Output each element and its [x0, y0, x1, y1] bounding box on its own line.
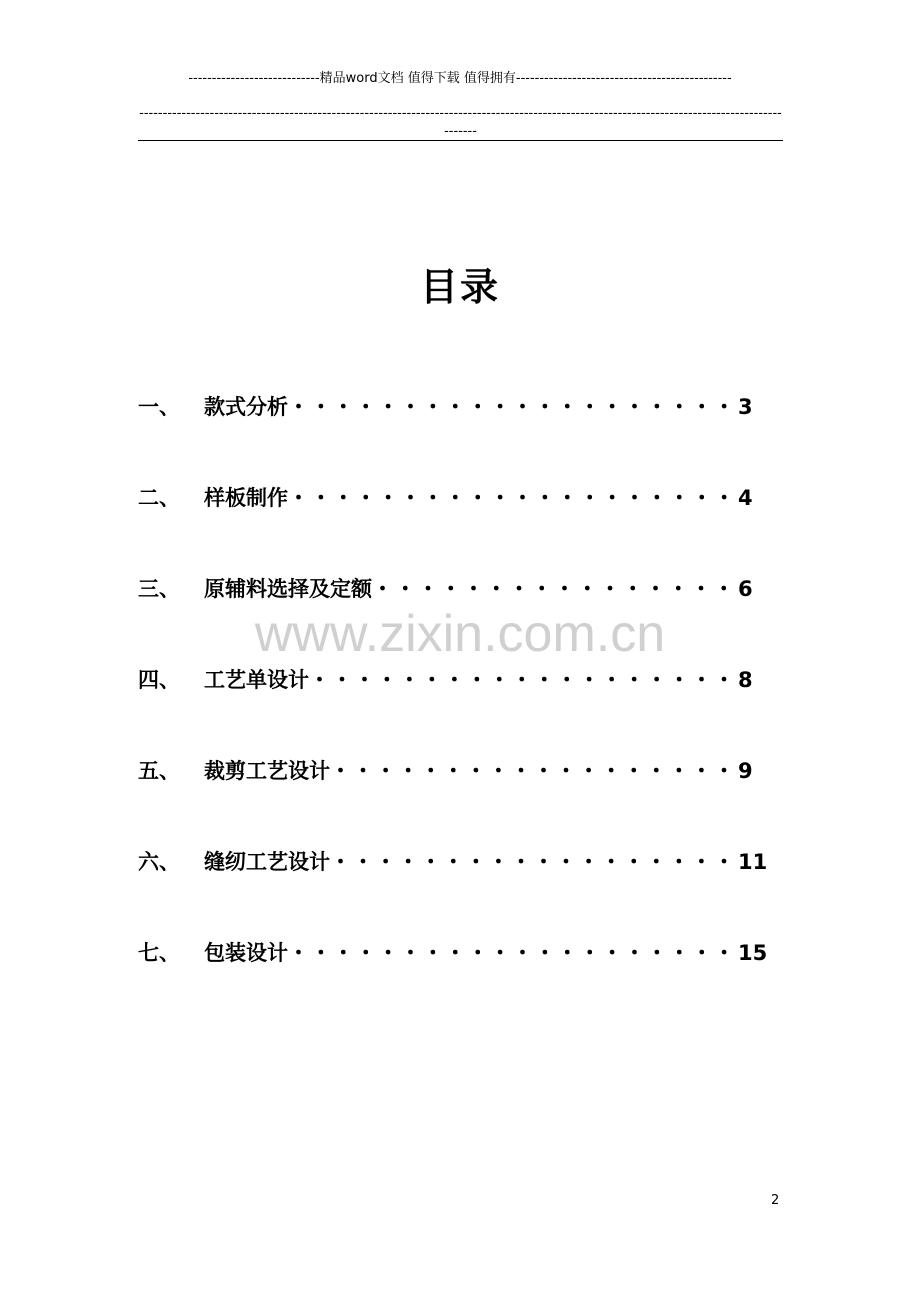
toc-entry[interactable]	[138, 392, 778, 483]
toc-entry-number: 二、	[138, 486, 180, 510]
toc-leader-dots: ・・・・・・・・・・・・・・・・	[372, 577, 736, 601]
toc-entry-number: 七、	[138, 941, 180, 965]
toc-entry-label: 原辅料选择及定额	[204, 577, 372, 601]
toc-entry[interactable]	[138, 847, 778, 938]
toc-leader-dots: ・・・・・・・・・・・・・・・・・・・・	[288, 395, 736, 419]
page-title: 目录	[419, 265, 500, 309]
header-banner: ----------------------------精品word文档 值得下载 值得拥有----------------------------------------------	[188, 71, 732, 86]
toc-entry[interactable]	[138, 483, 778, 574]
toc-entry-label: 包装设计	[204, 941, 288, 965]
toc-entry-number: 一、	[138, 395, 180, 419]
toc-entry-page: 8	[738, 668, 753, 692]
toc-entry-page: 15	[738, 941, 768, 965]
toc-entry[interactable]	[138, 756, 778, 847]
toc-entry-number: 四、	[138, 668, 180, 692]
toc-entry-page: 3	[738, 395, 753, 419]
toc-leader-dots: ・・・・・・・・・・・・・・・・・・・	[309, 668, 736, 692]
toc-leader-dots: ・・・・・・・・・・・・・・・・・・	[330, 759, 736, 783]
toc-entry[interactable]	[138, 574, 778, 665]
toc-entry-number: 六、	[138, 850, 180, 874]
table-of-contents	[138, 392, 778, 1029]
toc-entry-label: 工艺单设计	[204, 668, 309, 692]
toc-entry-label: 样板制作	[204, 486, 288, 510]
toc-leader-dots: ・・・・・・・・・・・・・・・・・・	[330, 850, 736, 874]
toc-entry-label: 缝纫工艺设计	[204, 850, 330, 874]
toc-entry-page: 6	[738, 577, 753, 601]
toc-entry-number: 三、	[138, 577, 180, 601]
toc-entry[interactable]	[138, 665, 778, 756]
header-rule	[138, 140, 783, 141]
watermark: www.zixin.com.cn	[254, 605, 666, 663]
toc-entry-page: 9	[738, 759, 753, 783]
toc-entry-number: 五、	[138, 759, 180, 783]
toc-entry-label: 款式分析	[204, 395, 288, 419]
toc-entry-page: 4	[738, 486, 753, 510]
toc-entry-label: 裁剪工艺设计	[204, 759, 330, 783]
toc-entry[interactable]	[138, 938, 778, 1029]
toc-leader-dots: ・・・・・・・・・・・・・・・・・・・・	[288, 486, 736, 510]
page-number: 2	[771, 1193, 780, 1208]
toc-leader-dots: ・・・・・・・・・・・・・・・・・・・・	[288, 941, 736, 965]
header-dash-line: ------------------------------------------------------------------------------------------------------------------------------------------------	[139, 106, 782, 139]
toc-entry-page: 11	[738, 850, 768, 874]
